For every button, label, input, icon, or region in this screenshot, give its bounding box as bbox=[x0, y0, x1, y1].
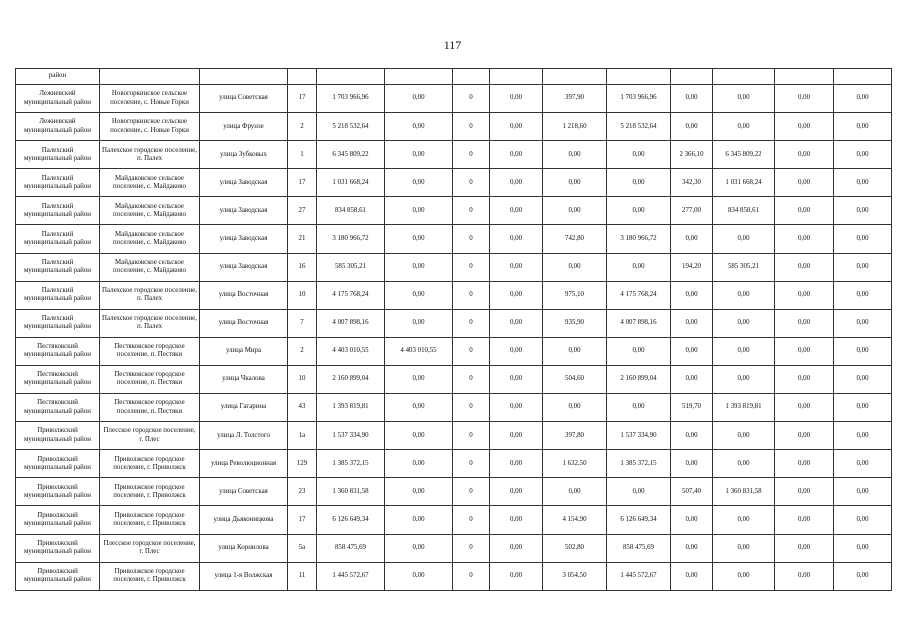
area-cell-2: 0,00 bbox=[671, 365, 713, 393]
total-cost-cell: 4 175 768,24 bbox=[317, 281, 385, 309]
cost-cell-5: 0,00 bbox=[775, 253, 834, 281]
house-number-cell: 5а bbox=[288, 534, 317, 562]
house-number-cell: 16 bbox=[288, 253, 317, 281]
cost-cell-2: 0,00 bbox=[490, 365, 543, 393]
cost-cell-6: 0,00 bbox=[834, 197, 892, 225]
table-row bbox=[16, 169, 892, 197]
settlement-cell: Майдаковское сельское поселение, с. Майдаково bbox=[100, 197, 200, 225]
cost-cell-2: 0,00 bbox=[490, 506, 543, 534]
table-row bbox=[16, 281, 892, 309]
settlement-cell: Приволжское городское поселение, г. Приволжск bbox=[100, 506, 200, 534]
table-row bbox=[16, 113, 892, 141]
settlement-cell: Палехское городское поселение, п. Палех bbox=[100, 309, 200, 337]
area-cell-1: 935,90 bbox=[543, 309, 607, 337]
cost-cell-1: 0,00 bbox=[385, 197, 453, 225]
cost-cell-3: 0,00 bbox=[607, 253, 671, 281]
total-cost-cell: 1 445 572,67 bbox=[317, 562, 385, 590]
cost-cell-5: 0,00 bbox=[775, 309, 834, 337]
settlement-cell: Новогоркинское сельское поселение, с. Новые Горки bbox=[100, 85, 200, 113]
cost-cell-3: 6 126 649,34 bbox=[607, 506, 671, 534]
count-cell: 0 bbox=[453, 225, 490, 253]
street-cell: улица Гагарина bbox=[200, 394, 288, 422]
street-cell: улица Заводская bbox=[200, 225, 288, 253]
settlement-cell: Приволжское городское поселение, г. Приволжск bbox=[100, 478, 200, 506]
cost-cell-6: 0,00 bbox=[834, 225, 892, 253]
street-cell: улица 1-я Волжская bbox=[200, 562, 288, 590]
cost-cell-4: 0,00 bbox=[713, 422, 775, 450]
count-cell: 0 bbox=[453, 281, 490, 309]
cost-cell-3: 858 475,69 bbox=[607, 534, 671, 562]
cost-cell-5: 0,00 bbox=[775, 281, 834, 309]
settlement-cell: Палехское городское поселение, п. Палех bbox=[100, 141, 200, 169]
area-cell-1: 1 632,50 bbox=[543, 450, 607, 478]
count-cell: 0 bbox=[453, 422, 490, 450]
settlement-cell: Майдаковское сельское поселение, с. Майдаково bbox=[100, 253, 200, 281]
street-cell: улица Советская bbox=[200, 478, 288, 506]
area-cell-2: 0,00 bbox=[671, 422, 713, 450]
total-cost-cell: 858 475,69 bbox=[317, 534, 385, 562]
cost-cell-2: 0,00 bbox=[490, 478, 543, 506]
cost-cell-1: 0,00 bbox=[385, 506, 453, 534]
cost-cell-6: 0,00 bbox=[834, 562, 892, 590]
district-cell: Лежневский муниципальный район bbox=[16, 85, 100, 113]
cost-cell-1: 0,00 bbox=[385, 225, 453, 253]
count-cell: 0 bbox=[453, 337, 490, 365]
cost-cell-1: 0,00 bbox=[385, 309, 453, 337]
table-row bbox=[16, 197, 892, 225]
cost-cell-3: 0,00 bbox=[607, 337, 671, 365]
district-cell: Палехский муниципальный район bbox=[16, 141, 100, 169]
cost-cell-6: 0,00 bbox=[834, 450, 892, 478]
cost-cell-5: 0,00 bbox=[775, 562, 834, 590]
table-row bbox=[16, 85, 892, 113]
total-cost-cell: 4 007 898,16 bbox=[317, 309, 385, 337]
district-cell: Лежневский муниципальный район bbox=[16, 113, 100, 141]
street-cell: улица Заводская bbox=[200, 197, 288, 225]
cost-cell-4: 585 305,21 bbox=[713, 253, 775, 281]
settlement-cell: Приволжское городское поселение, г. Приволжск bbox=[100, 450, 200, 478]
total-cost-cell: 1 385 372,15 bbox=[317, 450, 385, 478]
total-cost-cell: 1 703 966,96 bbox=[317, 85, 385, 113]
count-cell: 0 bbox=[453, 309, 490, 337]
house-number-cell: 17 bbox=[288, 169, 317, 197]
area-cell-2: 0,00 bbox=[671, 450, 713, 478]
cost-cell-2: 0,00 bbox=[490, 281, 543, 309]
total-cost-cell: 585 305,21 bbox=[317, 253, 385, 281]
cost-cell-4: 0,00 bbox=[713, 534, 775, 562]
house-number-cell: 17 bbox=[288, 506, 317, 534]
cost-cell-5: 0,00 bbox=[775, 141, 834, 169]
cost-cell-5: 0,00 bbox=[775, 450, 834, 478]
count-cell: 0 bbox=[453, 113, 490, 141]
cost-cell-4: 0,00 bbox=[713, 450, 775, 478]
cost-cell-1: 0,00 bbox=[385, 85, 453, 113]
table-row bbox=[16, 562, 892, 590]
cost-cell-5: 0,00 bbox=[775, 337, 834, 365]
total-cost-cell: 6 126 649,34 bbox=[317, 506, 385, 534]
count-cell: 0 bbox=[453, 478, 490, 506]
street-cell: улица Заводская bbox=[200, 253, 288, 281]
area-cell-2: 0,00 bbox=[671, 309, 713, 337]
house-number-cell: 2 bbox=[288, 337, 317, 365]
cost-cell-1: 0,00 bbox=[385, 478, 453, 506]
district-cell: Приволжский муниципальный район bbox=[16, 562, 100, 590]
house-number-cell: 21 bbox=[288, 225, 317, 253]
cost-cell-2: 0,00 bbox=[490, 113, 543, 141]
area-cell-1: 397,90 bbox=[543, 85, 607, 113]
area-cell-2: 0,00 bbox=[671, 225, 713, 253]
cost-cell-3: 1 445 572,67 bbox=[607, 562, 671, 590]
cost-cell-6: 0,00 bbox=[834, 169, 892, 197]
area-cell-1: 3 054,50 bbox=[543, 562, 607, 590]
count-cell: 0 bbox=[453, 141, 490, 169]
table-row bbox=[16, 534, 892, 562]
count-cell: 0 bbox=[453, 365, 490, 393]
street-cell: улица Восточная bbox=[200, 281, 288, 309]
cost-cell-6: 0,00 bbox=[834, 113, 892, 141]
settlement-cell: Новогоркинское сельское поселение, с. Новые Горки bbox=[100, 113, 200, 141]
count-cell: 0 bbox=[453, 197, 490, 225]
table-row bbox=[16, 422, 892, 450]
table-row bbox=[16, 337, 892, 365]
cost-cell-2: 0,00 bbox=[490, 197, 543, 225]
street-cell: улица Мира bbox=[200, 337, 288, 365]
cost-cell-2: 0,00 bbox=[490, 85, 543, 113]
cost-cell-2: 0,00 bbox=[490, 169, 543, 197]
cost-cell-2: 0,00 bbox=[490, 337, 543, 365]
cost-cell-6: 0,00 bbox=[834, 506, 892, 534]
cost-cell-6: 0,00 bbox=[834, 365, 892, 393]
house-number-cell: 10 bbox=[288, 365, 317, 393]
page-number: 117 bbox=[443, 38, 462, 52]
street-cell: улица Революционная bbox=[200, 450, 288, 478]
area-cell-1: 0,00 bbox=[543, 253, 607, 281]
cost-cell-4: 834 858,61 bbox=[713, 197, 775, 225]
district-cell: Пестяковский муниципальный район bbox=[16, 394, 100, 422]
area-cell-2: 507,40 bbox=[671, 478, 713, 506]
district-cell: Палехский муниципальный район bbox=[16, 197, 100, 225]
cost-cell-4: 0,00 bbox=[713, 85, 775, 113]
total-cost-cell: 1 360 831,58 bbox=[317, 478, 385, 506]
cost-cell-6: 0,00 bbox=[834, 422, 892, 450]
street-cell: улица Дьяконицкова bbox=[200, 506, 288, 534]
area-cell-1: 397,80 bbox=[543, 422, 607, 450]
district-cell: Пестяковский муниципальный район bbox=[16, 337, 100, 365]
cost-cell-6: 0,00 bbox=[834, 534, 892, 562]
street-cell: улица Зубковых bbox=[200, 141, 288, 169]
area-cell-1: 0,00 bbox=[543, 337, 607, 365]
total-cost-cell: 4 403 010,55 bbox=[317, 337, 385, 365]
cost-cell-4: 0,00 bbox=[713, 506, 775, 534]
house-number-cell: 1 bbox=[288, 141, 317, 169]
cost-cell-4: 0,00 bbox=[713, 365, 775, 393]
cost-cell-5: 0,00 bbox=[775, 169, 834, 197]
street-cell: улица Заводская bbox=[200, 169, 288, 197]
cost-cell-4: 0,00 bbox=[713, 225, 775, 253]
cost-cell-3: 5 218 532,64 bbox=[607, 113, 671, 141]
district-cell: Палехский муниципальный район bbox=[16, 225, 100, 253]
house-number-cell: 129 bbox=[288, 450, 317, 478]
settlement-cell: Плесское городское поселение, г. Плес bbox=[100, 534, 200, 562]
cost-cell-2: 0,00 bbox=[490, 225, 543, 253]
cost-cell-3: 0,00 bbox=[607, 478, 671, 506]
cost-cell-1: 0,00 bbox=[385, 253, 453, 281]
area-cell-1: 742,80 bbox=[543, 225, 607, 253]
area-cell-2: 0,00 bbox=[671, 281, 713, 309]
total-cost-cell: 1 031 668,24 bbox=[317, 169, 385, 197]
settlement-cell: Майдаковское сельское поселение, с. Майдаково bbox=[100, 169, 200, 197]
district-cell: район bbox=[16, 69, 100, 85]
area-cell-1: 0,00 bbox=[543, 394, 607, 422]
cost-cell-5: 0,00 bbox=[775, 422, 834, 450]
district-cell: Приволжский муниципальный район bbox=[16, 478, 100, 506]
cost-cell-3: 4 175 768,24 bbox=[607, 281, 671, 309]
area-cell-2: 0,00 bbox=[671, 113, 713, 141]
district-cell: Приволжский муниципальный район bbox=[16, 450, 100, 478]
table-row bbox=[16, 478, 892, 506]
cost-cell-5: 0,00 bbox=[775, 113, 834, 141]
table-row bbox=[16, 225, 892, 253]
cost-cell-2: 0,00 bbox=[490, 534, 543, 562]
area-cell-1: 502,80 bbox=[543, 534, 607, 562]
cost-cell-3: 0,00 bbox=[607, 197, 671, 225]
settlement-cell: Плесское городское поселение, г. Плес bbox=[100, 422, 200, 450]
count-cell: 0 bbox=[453, 394, 490, 422]
table-row bbox=[16, 450, 892, 478]
cost-cell-5: 0,00 bbox=[775, 197, 834, 225]
settlement-cell: Палехское городское поселение, п. Палех bbox=[100, 281, 200, 309]
cost-cell-5: 0,00 bbox=[775, 506, 834, 534]
table-row bbox=[16, 394, 892, 422]
settlement-cell: Пестяковское городское поселение, п. Пестяки bbox=[100, 394, 200, 422]
cost-cell-5: 0,00 bbox=[775, 85, 834, 113]
count-cell: 0 bbox=[453, 506, 490, 534]
house-number-cell: 2 bbox=[288, 113, 317, 141]
repair-costs-table bbox=[15, 68, 892, 591]
area-cell-2: 277,00 bbox=[671, 197, 713, 225]
cost-cell-2: 0,00 bbox=[490, 309, 543, 337]
area-cell-2: 0,00 bbox=[671, 85, 713, 113]
count-cell: 0 bbox=[453, 450, 490, 478]
house-number-cell: 7 bbox=[288, 309, 317, 337]
cost-cell-3: 4 007 898,16 bbox=[607, 309, 671, 337]
cost-cell-3: 2 160 899,04 bbox=[607, 365, 671, 393]
table-row bbox=[16, 506, 892, 534]
cost-cell-6: 0,00 bbox=[834, 141, 892, 169]
house-number-cell: 11 bbox=[288, 562, 317, 590]
street-cell: улица Л. Толстого bbox=[200, 422, 288, 450]
street-cell: улица Фрунзе bbox=[200, 113, 288, 141]
total-cost-cell: 3 180 966,72 bbox=[317, 225, 385, 253]
area-cell-2: 0,00 bbox=[671, 534, 713, 562]
cost-cell-4: 1 393 819,81 bbox=[713, 394, 775, 422]
area-cell-2: 0,00 bbox=[671, 506, 713, 534]
cost-cell-1: 0,00 bbox=[385, 169, 453, 197]
cost-cell-5: 0,00 bbox=[775, 478, 834, 506]
cost-cell-2: 0,00 bbox=[490, 141, 543, 169]
cost-cell-6: 0,00 bbox=[834, 394, 892, 422]
house-number-cell: 23 bbox=[288, 478, 317, 506]
cost-cell-3: 0,00 bbox=[607, 394, 671, 422]
area-cell-1: 975,10 bbox=[543, 281, 607, 309]
cost-cell-6: 0,00 bbox=[834, 253, 892, 281]
area-cell-2: 0,00 bbox=[671, 337, 713, 365]
cost-cell-1: 0,00 bbox=[385, 141, 453, 169]
cost-cell-4: 1 360 831,58 bbox=[713, 478, 775, 506]
cost-cell-1: 0,00 bbox=[385, 562, 453, 590]
district-cell: Приволжский муниципальный район bbox=[16, 422, 100, 450]
district-cell: Палехский муниципальный район bbox=[16, 253, 100, 281]
cost-cell-4: 0,00 bbox=[713, 337, 775, 365]
area-cell-1: 0,00 bbox=[543, 141, 607, 169]
cost-cell-1: 0,00 bbox=[385, 281, 453, 309]
house-number-cell: 27 bbox=[288, 197, 317, 225]
settlement-cell: Майдаковское сельское поселение, с. Майдаково bbox=[100, 225, 200, 253]
street-cell: улица Советская bbox=[200, 85, 288, 113]
count-cell: 0 bbox=[453, 562, 490, 590]
house-number-cell: 1а bbox=[288, 422, 317, 450]
area-cell-1: 1 218,60 bbox=[543, 113, 607, 141]
cost-cell-3: 3 180 966,72 bbox=[607, 225, 671, 253]
area-cell-2: 0,00 bbox=[671, 562, 713, 590]
cost-cell-4: 0,00 bbox=[713, 309, 775, 337]
total-cost-cell: 1 393 819,81 bbox=[317, 394, 385, 422]
area-cell-1: 0,00 bbox=[543, 197, 607, 225]
cost-cell-3: 1 703 966,96 bbox=[607, 85, 671, 113]
street-cell: улица Чкалова bbox=[200, 365, 288, 393]
cost-cell-1: 0,00 bbox=[385, 534, 453, 562]
cost-cell-3: 1 537 334,90 bbox=[607, 422, 671, 450]
cost-cell-5: 0,00 bbox=[775, 394, 834, 422]
cost-cell-1: 0,00 bbox=[385, 450, 453, 478]
area-cell-2: 519,70 bbox=[671, 394, 713, 422]
continued-row bbox=[16, 69, 892, 85]
total-cost-cell: 834 858,61 bbox=[317, 197, 385, 225]
cost-cell-6: 0,00 bbox=[834, 85, 892, 113]
cost-cell-1: 0,00 bbox=[385, 394, 453, 422]
district-cell: Палехский муниципальный район bbox=[16, 281, 100, 309]
street-cell: улица Корнилова bbox=[200, 534, 288, 562]
table-row bbox=[16, 365, 892, 393]
cost-cell-3: 0,00 bbox=[607, 141, 671, 169]
cost-cell-4: 0,00 bbox=[713, 113, 775, 141]
district-cell: Приволжский муниципальный район bbox=[16, 534, 100, 562]
cost-cell-5: 0,00 bbox=[775, 365, 834, 393]
area-cell-1: 0,00 bbox=[543, 478, 607, 506]
cost-cell-1: 4 403 010,55 bbox=[385, 337, 453, 365]
area-cell-1: 0,00 bbox=[543, 169, 607, 197]
cost-cell-5: 0,00 bbox=[775, 534, 834, 562]
area-cell-2: 2 366,10 bbox=[671, 141, 713, 169]
count-cell: 0 bbox=[453, 85, 490, 113]
cost-cell-3: 1 385 372,15 bbox=[607, 450, 671, 478]
cost-cell-2: 0,00 bbox=[490, 422, 543, 450]
cost-cell-1: 0,00 bbox=[385, 365, 453, 393]
cost-cell-6: 0,00 bbox=[834, 281, 892, 309]
cost-cell-1: 0,00 bbox=[385, 422, 453, 450]
street-cell: улица Восточная bbox=[200, 309, 288, 337]
settlement-cell: Пестяковское городское поселение, п. Пестяки bbox=[100, 365, 200, 393]
total-cost-cell: 2 160 899,04 bbox=[317, 365, 385, 393]
house-number-cell: 43 bbox=[288, 394, 317, 422]
district-cell: Палехский муниципальный район bbox=[16, 169, 100, 197]
cost-cell-5: 0,00 bbox=[775, 225, 834, 253]
total-cost-cell: 1 537 334,90 bbox=[317, 422, 385, 450]
cost-cell-4: 1 031 668,24 bbox=[713, 169, 775, 197]
total-cost-cell: 5 218 532,64 bbox=[317, 113, 385, 141]
district-cell: Приволжский муниципальный район bbox=[16, 506, 100, 534]
cost-cell-4: 0,00 bbox=[713, 281, 775, 309]
area-cell-1: 4 154,90 bbox=[543, 506, 607, 534]
area-cell-2: 194,20 bbox=[671, 253, 713, 281]
count-cell: 0 bbox=[453, 534, 490, 562]
district-cell: Палехский муниципальный район bbox=[16, 309, 100, 337]
cost-cell-2: 0,00 bbox=[490, 394, 543, 422]
table-row bbox=[16, 309, 892, 337]
cost-cell-6: 0,00 bbox=[834, 478, 892, 506]
total-cost-cell: 6 345 809,22 bbox=[317, 141, 385, 169]
cost-cell-4: 0,00 bbox=[713, 562, 775, 590]
count-cell: 0 bbox=[453, 253, 490, 281]
cost-cell-6: 0,00 bbox=[834, 309, 892, 337]
district-cell: Пестяковский муниципальный район bbox=[16, 365, 100, 393]
area-cell-1: 504,60 bbox=[543, 365, 607, 393]
cost-cell-2: 0,00 bbox=[490, 253, 543, 281]
cost-cell-2: 0,00 bbox=[490, 562, 543, 590]
cost-cell-3: 0,00 bbox=[607, 169, 671, 197]
cost-cell-2: 0,00 bbox=[490, 450, 543, 478]
table-row bbox=[16, 253, 892, 281]
house-number-cell: 17 bbox=[288, 85, 317, 113]
cost-cell-6: 0,00 bbox=[834, 337, 892, 365]
table-row bbox=[16, 141, 892, 169]
cost-cell-4: 6 345 809,22 bbox=[713, 141, 775, 169]
settlement-cell: Пестяковское городское поселение, п. Пестяки bbox=[100, 337, 200, 365]
settlement-cell: Приволжское городское поселение, г. Приволжск bbox=[100, 562, 200, 590]
cost-cell-1: 0,00 bbox=[385, 113, 453, 141]
area-cell-2: 342,30 bbox=[671, 169, 713, 197]
count-cell: 0 bbox=[453, 169, 490, 197]
house-number-cell: 10 bbox=[288, 281, 317, 309]
